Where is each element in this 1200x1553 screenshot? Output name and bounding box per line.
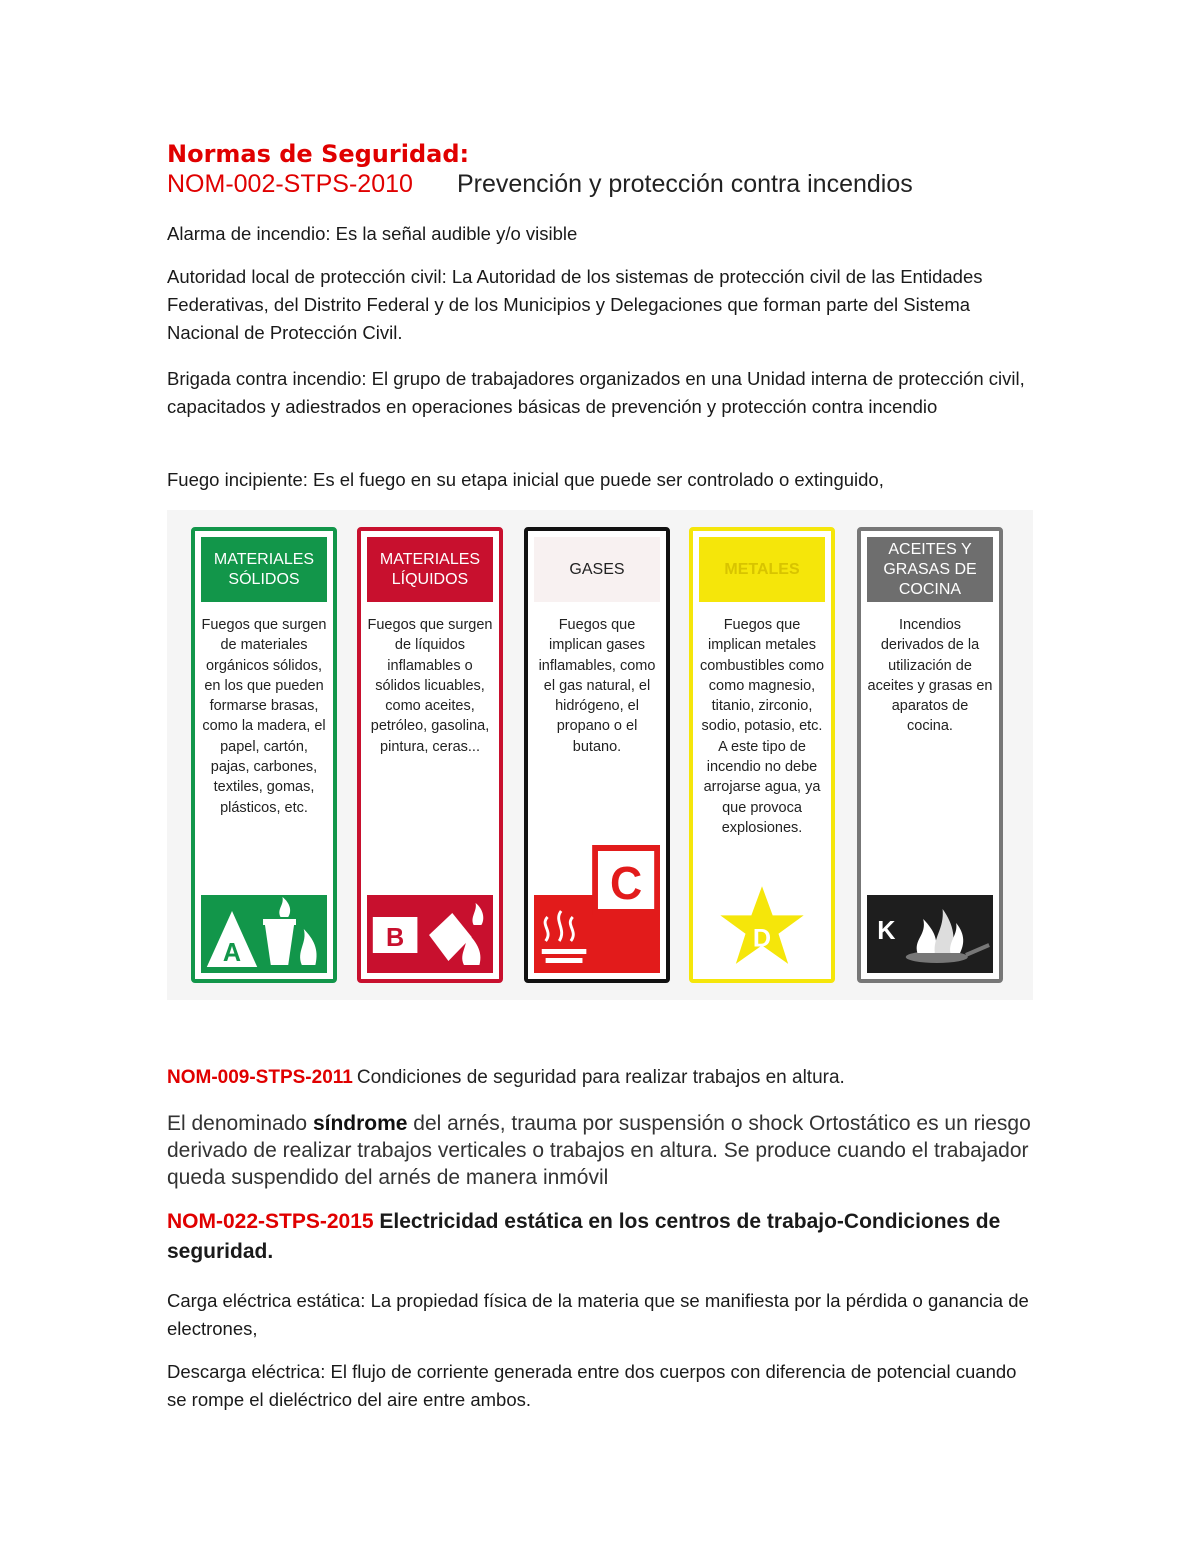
class-k-icon xyxy=(867,895,993,973)
definition-carga-electrica: Carga eléctrica estática: La propiedad física de la materia que se manifiesta por la pérdida o ganancia de electrones, xyxy=(167,1290,1029,1339)
definition-autoridad: Autoridad local de protección civil: La Autoridad de los sistemas de protección civil de las Entidades Federativas, del Distrito Federal y de los Municipios y Delegaciones que forman parte del Sistema Nacional de Protección Civil. xyxy=(167,266,983,343)
definition-alarma: Alarma de incendio: Es la señal audible y/o visible xyxy=(167,223,578,244)
norm-code: NOM-002-STPS-2010 xyxy=(167,170,413,198)
arnes-paragraph xyxy=(167,1110,1037,1191)
norm-022-heading xyxy=(167,1207,1037,1267)
arnes-text-before: El denominado xyxy=(167,1112,313,1135)
fire-class-description: Fuegos que implican gases inflamables, como el gas natural, el hidrógeno, el propano o el butano. xyxy=(538,617,656,755)
norm-002-heading xyxy=(167,170,913,199)
class-letter: A xyxy=(222,938,242,968)
fire-class-description: Fuegos que implican metales combustibles como como magnesio, titanio, zirconio, sodio, potasio, etc. A este tipo de incendio no debe arrojarse agua, ya que provoca explosiones. xyxy=(699,617,825,836)
norm-description: Electricidad estática en los centros de trabajo-Condiciones de seguridad. xyxy=(167,1210,1001,1263)
fire-class-card-b xyxy=(357,527,503,983)
fire-classes-figure xyxy=(167,510,1033,1000)
fire-class-title: GASES xyxy=(534,537,660,602)
class-letter: K xyxy=(877,916,896,946)
norm-code: NOM-009-STPS-2011 xyxy=(167,1067,353,1088)
class-a-icon xyxy=(201,895,327,973)
definition-fuego-incipiente: Fuego incipiente: Es el fuego en su etapa inicial que puede ser controlado o extinguido, xyxy=(167,469,884,490)
arnes-bold-term: síndrome xyxy=(312,1112,408,1135)
class-c-icon xyxy=(534,845,660,973)
fire-class-title: ACEITES Y GRASAS DE COCINA xyxy=(867,537,993,602)
fire-class-title: MATERIALES LÍQUIDOS xyxy=(367,537,493,602)
definition-brigada: Brigada contra incendio: El grupo de trabajadores organizados en una Unidad interna de protección civil, capacitados y adiestrados en operaciones básicas de prevención y protección contra incendio xyxy=(167,368,1025,417)
definition-descarga-electrica: Descarga eléctrica: El flujo de corriente generada entre dos cuerpos con diferencia de potencial cuando se rompe el dieléctrico del aire entre ambos. xyxy=(167,1361,1017,1410)
norm-code: NOM-022-STPS-2015 xyxy=(167,1210,374,1233)
class-letter: B xyxy=(386,923,405,953)
class-b-icon xyxy=(367,895,493,973)
class-d-star-icon xyxy=(699,881,825,973)
class-letter: D xyxy=(752,924,772,953)
fire-class-card-c xyxy=(524,527,670,983)
fire-class-description: Fuegos que surgen de materiales orgánicos sólidos, en los que pueden formarse brasas, como la madera, el papel, cartón, pajas, carbones, textiles, gomas, plásticos, etc. xyxy=(201,617,327,816)
fire-class-card-a xyxy=(191,527,337,983)
arnes-text-after: del arnés, trauma por suspensión o shock Ortostático es un riesgo derivado de realizar trabajos verticales o trabajos en altura. Se produce cuando el trabajador queda suspendido del arnés de manera inmóvil xyxy=(167,1112,1031,1189)
norm-description: Condiciones de seguridad para realizar trabajos en altura. xyxy=(356,1067,845,1088)
fire-class-description: Incendios derivados de la utilización de aceites y grasas en aparatos de cocina. xyxy=(867,617,993,735)
fire-class-card-k xyxy=(857,527,1003,983)
fire-class-description: Fuegos que surgen de líquidos inflamables o sólidos licuables, como aceites, petróleo, gasolina, pintura, ceras... xyxy=(367,617,493,755)
class-letter: C xyxy=(609,857,643,910)
fire-class-title: MATERIALES SÓLIDOS xyxy=(201,537,327,602)
fire-class-title: METALES xyxy=(699,537,825,602)
norm-description: Prevención y protección contra incendios xyxy=(456,170,913,198)
norm-009-heading xyxy=(167,1067,845,1089)
fire-class-card-d xyxy=(689,527,835,983)
document-title: Normas de Seguridad: xyxy=(167,140,470,168)
